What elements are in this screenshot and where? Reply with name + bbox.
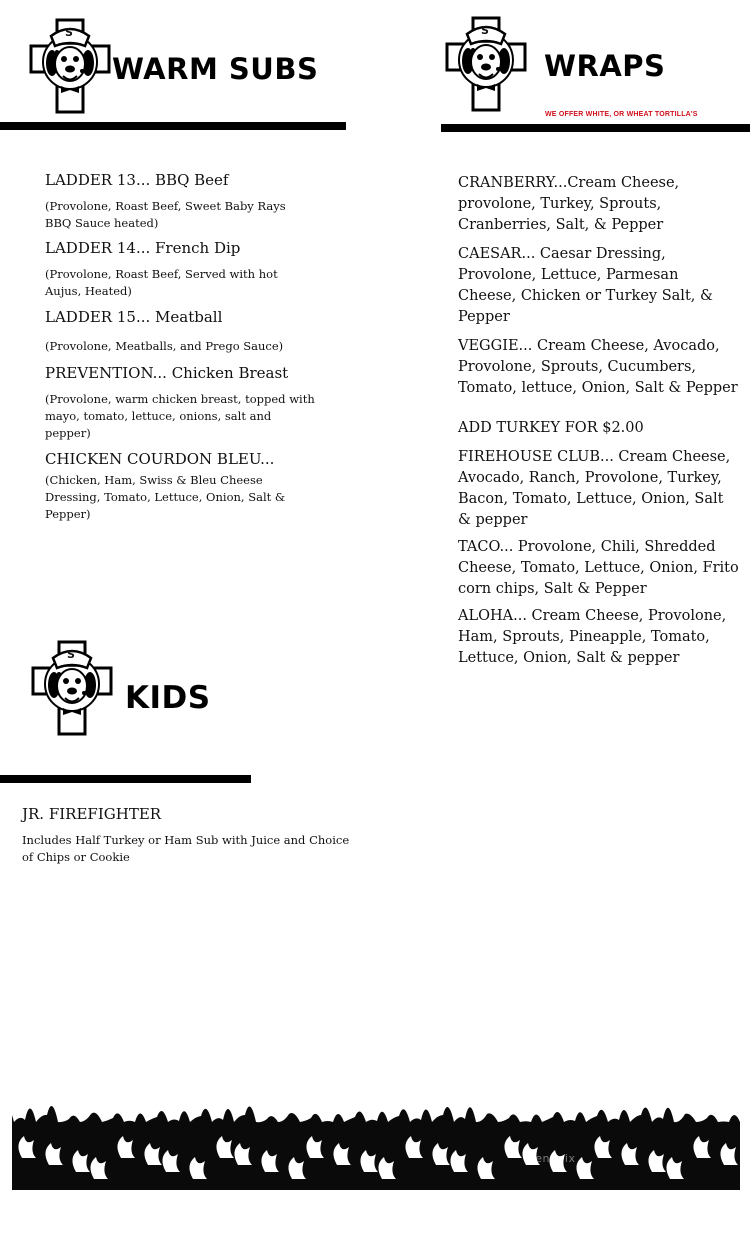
badge-letter: S bbox=[481, 24, 489, 37]
wrap-item-addon: ADD TURKEY FOR $2.00 bbox=[458, 420, 644, 436]
menu-item-desc: (Provolone, Roast Beef, Served with hot Aujus, Heated) bbox=[45, 267, 278, 298]
kids-title: KIDS bbox=[125, 680, 211, 716]
menu-item-desc: (Provolone, Roast Beef, Sweet Baby Rays BBQ Sauce heated) bbox=[45, 199, 286, 230]
wrap-item: TACO... Provolone, Chili, Shredded Cheese, Tomato, Lettuce, Onion, Frito corn chips, Salt & Pepper bbox=[458, 539, 739, 597]
watermark: menupix bbox=[524, 1152, 576, 1165]
warm-subs-title: WARM SUBS bbox=[112, 52, 319, 86]
menu-item-name: JR. FIREFIGHTER bbox=[22, 805, 162, 823]
firehouse-dog-logo-kids bbox=[29, 638, 115, 738]
wrap-item: FIREHOUSE CLUB... Cream Cheese, Avocado, Ranch, Provolone, Turkey, Bacon, Tomato, Lettuce, Onion, Salt & pepper bbox=[458, 449, 731, 528]
menu-item-name: PREVENTION... Chicken Breast bbox=[45, 364, 289, 382]
firehouse-dog-logo-wraps bbox=[443, 14, 529, 114]
badge-letter: S bbox=[67, 648, 75, 661]
wraps-divider bbox=[441, 124, 750, 132]
kids-divider bbox=[0, 775, 251, 783]
badge-letter: S bbox=[65, 26, 73, 39]
menu-item-name: LADDER 13... BBQ Beef bbox=[45, 171, 229, 189]
wrap-item: CAESAR... Caesar Dressing, Provolone, Lettuce, Parmesan Cheese, Chicken or Turkey Salt, & Pepper bbox=[458, 246, 713, 325]
wraps-title: WRAPS bbox=[544, 49, 666, 83]
flame-border bbox=[12, 1092, 740, 1190]
wrap-item: CRANBERRY...Cream Cheese, provolone, Turkey, Sprouts, Cranberries, Salt, & Pepper bbox=[458, 175, 680, 233]
firehouse-dog-logo-warm-subs bbox=[27, 16, 113, 116]
warm-subs-divider bbox=[0, 122, 346, 130]
menu-item-name: CHICKEN COURDON BLEU... bbox=[45, 450, 275, 468]
wrap-item: VEGGIE... Cream Cheese, Avocado, Provolone, Sprouts, Cucumbers, Tomato, lettuce, Onion, Salt & Pepper bbox=[458, 338, 738, 396]
menu-item-desc: Includes Half Turkey or Ham Sub with Juice and Choice of Chips or Cookie bbox=[22, 833, 350, 864]
wrap-item: ALOHA... Cream Cheese, Provolone, Ham, Sprouts, Pineapple, Tomato, Lettuce, Onion, Salt & pepper bbox=[458, 608, 727, 666]
menu-item-desc: (Provolone, Meatballs, and Prego Sauce) bbox=[45, 339, 284, 353]
menu-item-name: LADDER 14... French Dip bbox=[45, 239, 241, 257]
menu-item-desc: (Provolone, warm chicken breast, topped with mayo, tomato, lettuce, onions, salt and pepper) bbox=[45, 392, 315, 440]
menu-item-desc: (Chicken, Ham, Swiss & Bleu Cheese Dressing, Tomato, Lettuce, Onion, Salt & Pepper) bbox=[45, 473, 286, 521]
tortilla-note: WE OFFER WHITE, OR WHEAT TORTILLA'S bbox=[545, 111, 698, 118]
menu-item-name: LADDER 15... Meatball bbox=[45, 308, 223, 326]
